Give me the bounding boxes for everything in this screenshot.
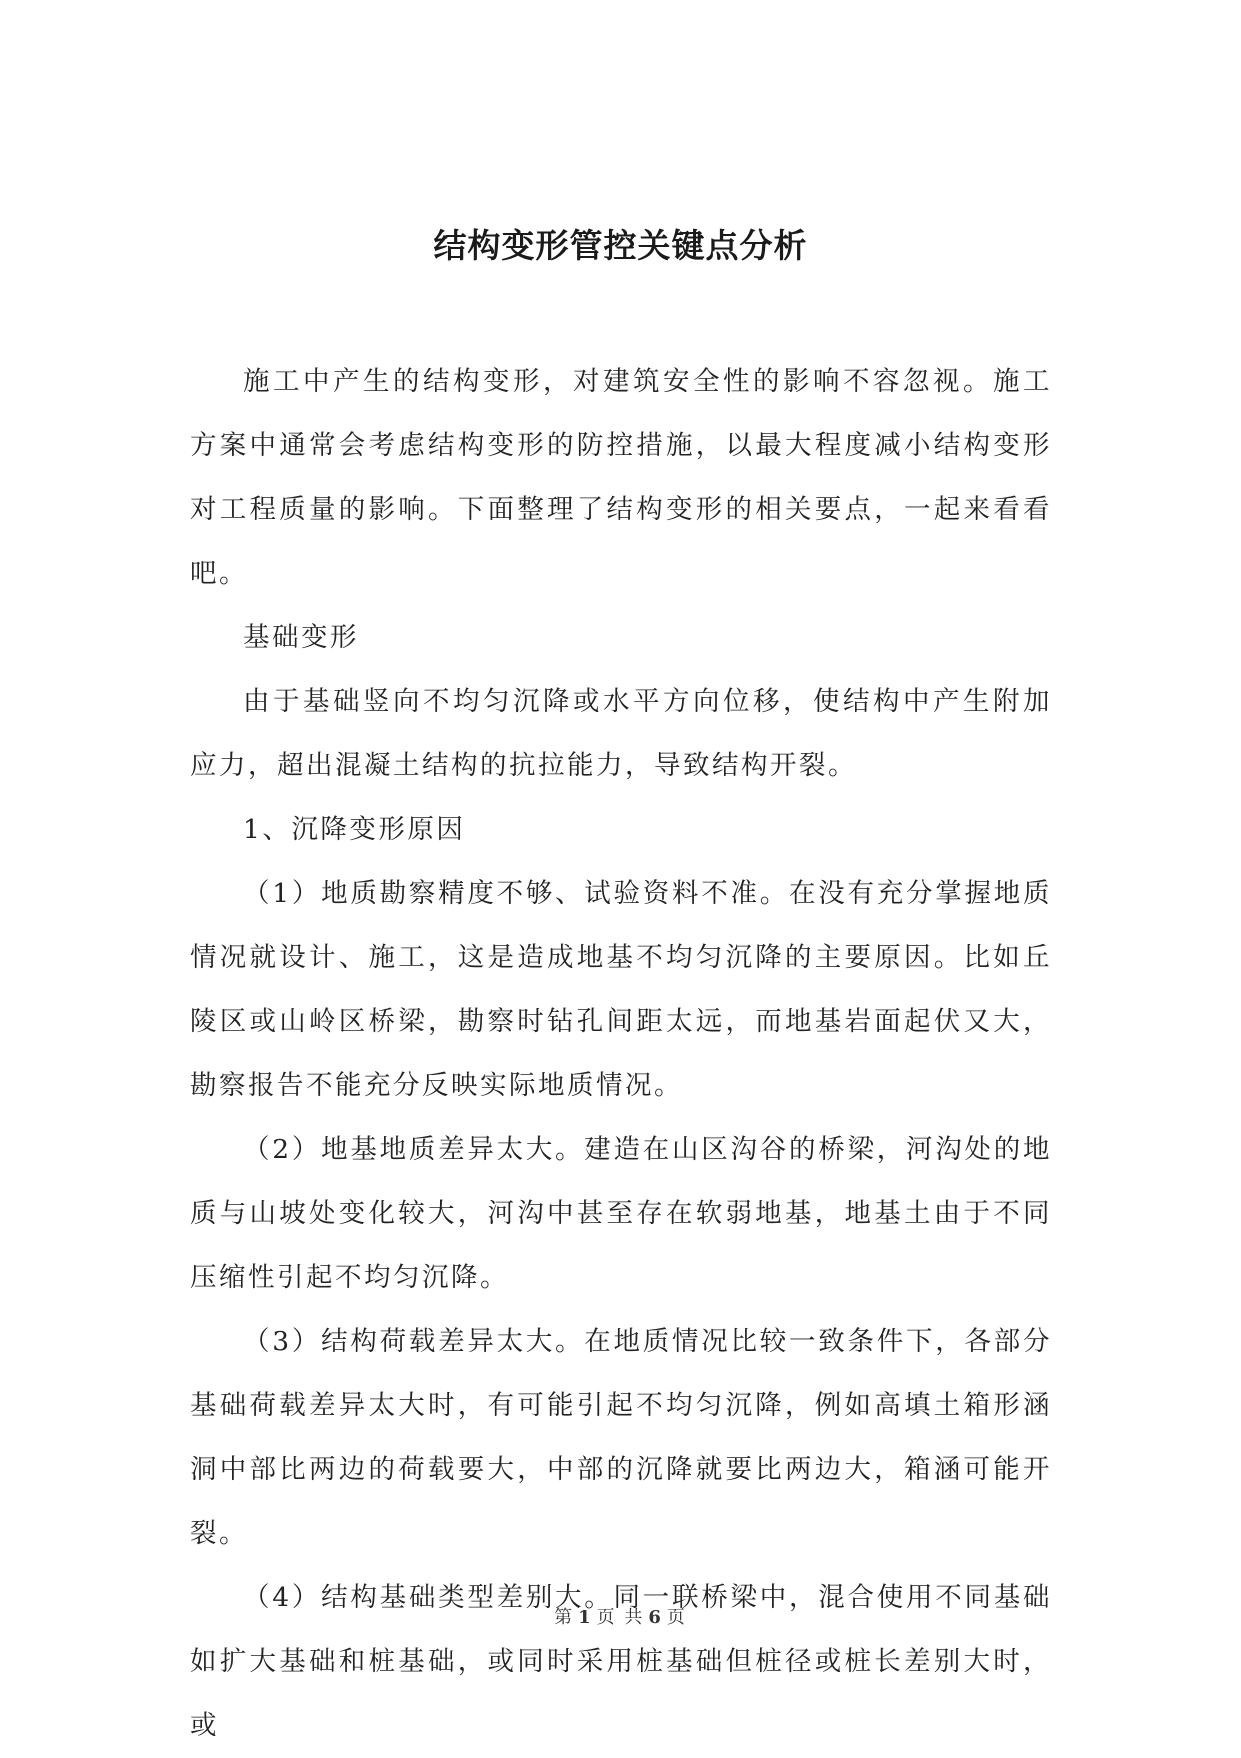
subsection-heading-settlement-causes: 1、沉降变形原因 <box>243 814 466 845</box>
intro-paragraph: 施工中产生的结构变形，对建筑安全性的影响不容忽视。施工方案中通常会考虑结构变形的防控措施，以最大程度减小结构变形对工程质量的影响。下面整理了结构变形的相关要点，一起来看看吧。 <box>190 366 1052 589</box>
footer-prefix: 第 <box>554 1607 575 1628</box>
cause-paragraph-1: （1）地质勘察精度不够、试验资料不准。在没有充分掌握地质情况就设计、施工，这是造成地基不均匀沉降的主要原因。比如丘陵区或山岭区桥梁，勘察时钻孔间距太远，而地基岩面起伏又大，勘察报告不能充分反映实际地质情况。 <box>190 878 1052 1101</box>
document-title: 结构变形管控关键点分析 <box>433 226 808 265</box>
foundation-deformation-paragraph: 由于基础竖向不均匀沉降或水平方向位移，使结构中产生附加应力，超出混凝土结构的抗拉能力，导致结构开裂。 <box>190 686 1052 781</box>
cause-paragraph-2: （2）地基地质差异太大。建造在山区沟谷的桥梁，河沟处的地质与山坡处变化较大，河沟中甚至存在软弱地基，地基土由于不同压缩性引起不均匀沉降。 <box>190 1134 1052 1293</box>
footer-middle: 页 共 <box>596 1607 645 1628</box>
cause-paragraph-4: （4）结构基础类型差别大。同一联桥梁中，混合使用不同基础如扩大基础和桩基础，或同时采用桩基础但桩径或桩长差别大时，或 <box>190 1582 1052 1741</box>
document-body <box>190 350 1052 1758</box>
section-heading-foundation-deformation: 基础变形 <box>243 622 359 653</box>
cause-paragraph-3: （3）结构荷载差异太大。在地质情况比较一致条件下，各部分基础荷载差异太大时，有可能引起不均匀沉降，例如高填土箱形涵洞中部比两边的荷载要大，中部的沉降就要比两边大，箱涵可能开裂。 <box>190 1326 1052 1549</box>
footer-suffix: 页 <box>666 1607 687 1628</box>
page-current-number: 1 <box>578 1607 593 1628</box>
page-total-number: 6 <box>648 1607 663 1628</box>
page-footer <box>0 1604 1241 1632</box>
